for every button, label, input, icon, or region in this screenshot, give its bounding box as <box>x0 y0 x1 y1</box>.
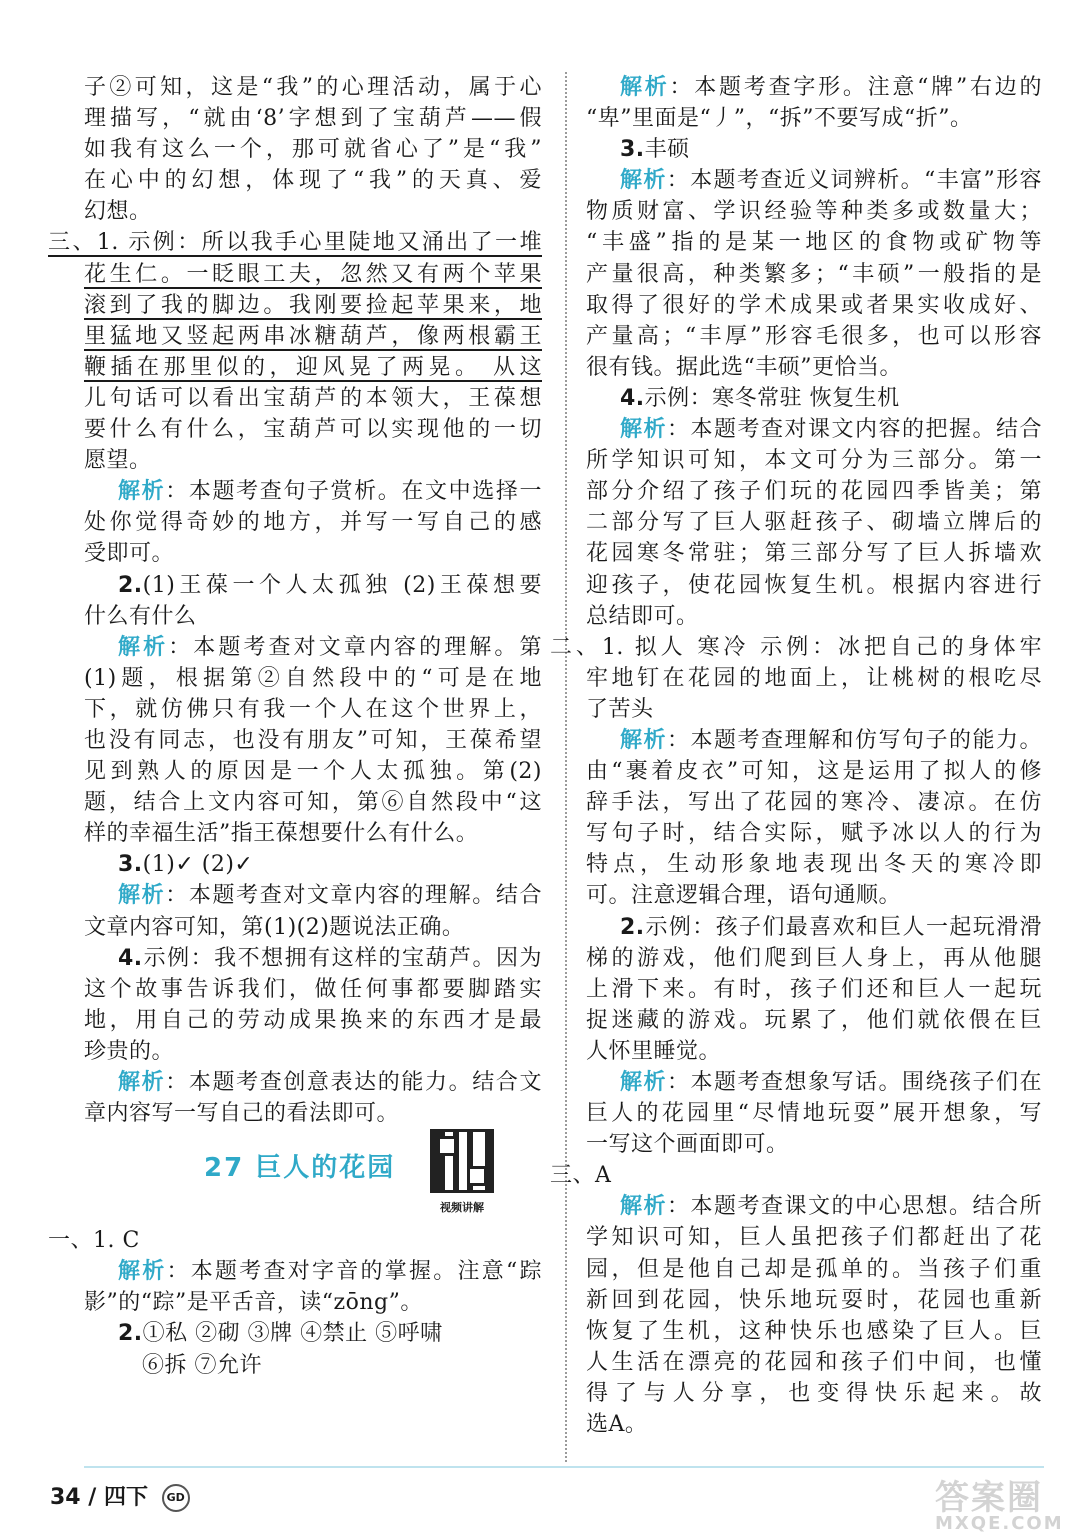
line-text: 由“裹着皮衣”可知，这是运用了拟人的修 <box>586 759 1042 785</box>
text-line <box>586 476 1042 507</box>
text-line <box>84 538 542 569</box>
line-text: 园，但是他自己却是孤单的。当孩子们重 <box>586 1256 1042 1282</box>
text-line <box>586 663 1042 694</box>
text-line <box>586 1098 1042 1129</box>
question-number: 3. <box>620 137 645 163</box>
line-text: 写句子时，结合实际，赋予冰以人的行为 <box>586 821 1042 847</box>
line-text: 可。注意逻辑合理，语句通顺。 <box>586 883 902 909</box>
line-text: 一、1. C <box>48 1228 140 1254</box>
line-text: 处你觉得奇妙的地方，并写一写自己的感 <box>84 510 542 536</box>
text-line <box>84 787 542 818</box>
left-column <box>48 72 542 1381</box>
line-text: 下，就仿佛只有我一个人在这个世界上， <box>84 696 542 722</box>
text-line <box>84 476 542 507</box>
question-number: 2. <box>620 914 645 940</box>
text-line <box>84 1005 542 1036</box>
line-text: 巨人的花园里“尽情地玩耍”展开想象，写 <box>586 1101 1042 1127</box>
question-number: 2. <box>118 572 143 598</box>
line-text: ：本题考查对文章内容的理解。结合 <box>165 883 542 909</box>
text-line <box>586 1254 1042 1285</box>
text-line <box>586 1005 1042 1036</box>
analysis-tag: 解析 <box>118 1259 167 1285</box>
line-text: 新回到花园，快乐地玩耍时，花园也重新 <box>586 1287 1042 1313</box>
line-text: ①私 ②砌 ③牌 ④禁止 ⑤呼啸 <box>142 1321 443 1347</box>
text-line <box>586 880 1042 911</box>
text-line <box>84 414 542 445</box>
line-text: 二部分写了巨人驱赶孩子、砌墙立牌后的 <box>586 510 1042 536</box>
text-line <box>84 601 542 632</box>
line-text: 章内容写一写自己的看法即可。 <box>84 1101 400 1127</box>
text-line <box>586 134 1042 165</box>
text-line <box>586 227 1042 258</box>
text-line <box>586 1285 1042 1316</box>
line-text: 在心中的幻想，体现了“我”的天真、爱 <box>84 168 542 194</box>
text-line <box>586 352 1042 383</box>
text-line <box>84 849 542 880</box>
line-text: 示例：我不想拥有这样的宝葫芦。因为 <box>142 945 542 971</box>
line-text: ⑥拆 ⑦允许 <box>142 1352 262 1378</box>
line-text: 特点，生动形象地表现出冬天的寒冷即 <box>586 852 1042 878</box>
line-text: 子②可知，这是“我”的心理活动，属于心 <box>84 75 542 100</box>
text-line <box>84 632 542 663</box>
line-text: 示例：寒冬常驻 恢复生机 <box>644 385 900 411</box>
line-text: 花生仁。一眨眼工夫，忽然又有两个苹果 <box>84 261 542 287</box>
line-text: ：本题考查对字音的掌握。注意“踪 <box>166 1259 542 1285</box>
qr-code-icon[interactable] <box>430 1129 494 1193</box>
line-text: 示例：孩子们最喜欢和巨人一起玩滑滑 <box>644 914 1042 940</box>
text-line <box>586 72 1042 103</box>
watermark <box>935 1470 1075 1534</box>
text-line <box>84 290 542 321</box>
text-line <box>586 259 1042 290</box>
text-line <box>84 880 542 911</box>
question-number: 3. <box>118 852 143 878</box>
text-line <box>586 1222 1042 1253</box>
text-line <box>586 103 1042 134</box>
text-line <box>84 818 542 849</box>
line-text: 总结即可。 <box>586 603 699 629</box>
line-text: 所学知识可知，本文可分为三部分。第一 <box>586 448 1042 474</box>
text-line <box>84 974 542 1005</box>
text-line <box>84 1256 542 1287</box>
line-text: 文章内容可知，第(1)(2)题说法正确。 <box>84 914 465 940</box>
question-number: 4. <box>118 945 143 971</box>
analysis-tag: 解析 <box>620 168 667 194</box>
text-line <box>586 943 1042 974</box>
page-number <box>50 1480 190 1512</box>
text-line <box>586 974 1042 1005</box>
right-column <box>550 72 1042 1440</box>
text-line <box>84 352 542 383</box>
text-line <box>586 1409 1042 1440</box>
text-line <box>586 538 1042 569</box>
line-text: 样的幸福生活”指王葆想要什么有什么。 <box>84 821 479 847</box>
line-text: 辞手法，写出了花园的寒冷、凄凉。在仿 <box>586 790 1042 816</box>
line-text: 受即可。 <box>84 541 175 567</box>
text-line <box>48 227 542 258</box>
analysis-tag: 解析 <box>620 1194 667 1220</box>
line-text: ：本题考查近义词辨析。“丰富”形容 <box>666 168 1042 194</box>
line-text: 幻想。 <box>84 199 152 225</box>
text-line <box>586 196 1042 227</box>
text-line <box>586 1347 1042 1378</box>
line-text: ：本题考查课文的中心思想。结合所 <box>667 1194 1042 1220</box>
line-text: 鞭插在那里似的，迎风晃了两晃。 从这 <box>84 354 542 380</box>
line-text: 愿望。 <box>84 448 152 474</box>
analysis-tag: 解析 <box>620 417 667 443</box>
line-text: 得了与人分享，也变得快乐起来。故 <box>586 1380 1042 1406</box>
line-text: 学知识可知，巨人虽把孩子们都赶出了花 <box>586 1225 1042 1251</box>
analysis-tag: 解析 <box>620 727 667 753</box>
text-line <box>550 1160 1042 1191</box>
text-line <box>586 1191 1042 1222</box>
text-line <box>84 663 542 694</box>
column-divider <box>565 72 567 1462</box>
page-number-text: 34 / 四下 <box>50 1485 148 1510</box>
line-text: 牢地钉在花园的地面上，让桃树的根吃尽 <box>586 665 1042 691</box>
text-line <box>586 756 1042 787</box>
text-line <box>48 1225 542 1256</box>
analysis-tag: 解析 <box>118 479 166 505</box>
line-text: 理描写，“就由‘8’字想到了宝葫芦——假 <box>84 106 542 132</box>
analysis-tag: 解析 <box>620 75 670 100</box>
line-text: “丰盛”指的是某一地区的食物或矿物等 <box>586 230 1042 256</box>
text-line <box>586 1067 1042 1098</box>
qr-label: 视频讲解 <box>440 1201 484 1215</box>
line-text: 梯的游戏，他们爬到巨人身上，再从他腿 <box>586 945 1042 971</box>
line-text: 捉迷藏的游戏。玩累了，他们就依偎在巨 <box>586 1007 1042 1033</box>
text-line <box>586 601 1042 632</box>
text-line <box>84 165 542 196</box>
section-header <box>84 1129 542 1225</box>
line-text: 花园寒冬常驻；第三部分写了巨人拆墙欢 <box>586 541 1042 567</box>
line-text: 地，用自己的劳动成果换来的东西才是最 <box>84 1007 542 1033</box>
line-text: ：本题考查对文章内容的理解。第 <box>168 634 542 660</box>
text-line <box>586 1316 1042 1347</box>
line-text: 一写这个画面即可。 <box>586 1132 789 1158</box>
text-line <box>586 725 1042 756</box>
text-line <box>84 1350 542 1381</box>
text-line <box>84 725 542 756</box>
text-line <box>84 259 542 290</box>
text-line <box>84 72 542 103</box>
line-text: 儿句话可以看出宝葫芦的本领大，王葆想 <box>84 385 542 411</box>
line-text: 如我有这么一个，那可就省心了”是“我” <box>84 137 542 163</box>
text-line <box>84 445 542 476</box>
line-text: ：本题考查理解和仿写句子的能力。 <box>667 727 1042 753</box>
line-text: 上滑下来。有时，孩子们还和巨人一起玩 <box>586 976 1042 1002</box>
line-text: 二、1. 拟人 寒冷 示例：冰把自己的身体牢 <box>550 634 1042 660</box>
watermark-line1: 答案圈 <box>935 1478 1043 1518</box>
line-text: 要什么有什么，宝葫芦可以实现他的一切 <box>84 417 542 443</box>
line-text: 了苦头 <box>586 696 654 722</box>
text-line <box>586 383 1042 414</box>
line-text: 三、1. 示例：所以我手心里陡地又涌出了一堆 <box>48 230 542 256</box>
line-text: 很有钱。据此选“丰硕”更恰当。 <box>586 354 902 380</box>
line-text: 什么有什么 <box>84 603 197 629</box>
text-line <box>84 196 542 227</box>
question-number: 4. <box>620 385 645 411</box>
line-text: 人生活在漂亮的花园和孩子们中间，也懂 <box>586 1349 1042 1375</box>
text-line <box>84 321 542 352</box>
section-title: 27 巨人的花园 <box>204 1153 396 1184</box>
analysis-tag: 解析 <box>620 1070 667 1095</box>
text-line <box>586 507 1042 538</box>
line-text: 丰硕 <box>644 137 690 163</box>
line-text: 物质财富、学识经验等种类多或数量大； <box>586 199 1042 225</box>
line-text: ：本题考查想象写话。围绕孩子们在 <box>667 1070 1042 1095</box>
line-text: 滚到了我的脚边。我刚要捡起苹果来，地 <box>84 292 542 318</box>
text-line <box>84 756 542 787</box>
text-line <box>84 383 542 414</box>
text-line <box>84 103 542 134</box>
text-line <box>84 1318 542 1349</box>
line-text: 迎孩子，使花园恢复生机。根据内容进行 <box>586 572 1042 598</box>
line-text: 这个故事告诉我们，做任何事都要脚踏实 <box>84 976 542 1002</box>
text-line <box>586 1129 1042 1160</box>
line-text: 影”的“踪”是平舌音，读“zōng”。 <box>84 1290 423 1316</box>
text-line <box>586 570 1042 601</box>
text-line <box>84 1067 542 1098</box>
text-line <box>586 445 1042 476</box>
watermark-line2: MXQE.COM <box>935 1513 1064 1534</box>
line-text: 产量高；“丰厚”形容毛很多，也可以形容 <box>586 323 1042 349</box>
question-number: 2. <box>118 1321 143 1347</box>
line-text: ：本题考查字形。注意“牌”右边的 <box>669 75 1042 100</box>
line-text: 见到熟人的原因是一个人太孤独。第(2) <box>84 759 542 785</box>
line-text: (1)题，根据第②自然段中的“可是在地 <box>84 665 542 691</box>
text-line <box>586 414 1042 445</box>
line-text: 三、A <box>550 1163 612 1189</box>
line-text: ：本题考查对课文内容的把握。结合 <box>667 417 1042 443</box>
line-text: ：本题考查创意表达的能力。结合文 <box>165 1070 542 1095</box>
line-text: 恢复了生机，这种快乐也感染了巨人。巨 <box>586 1318 1042 1344</box>
line-text: 人怀里睡觉。 <box>586 1038 722 1064</box>
text-line <box>586 321 1042 352</box>
line-text: 产量很高，种类繁多；“丰硕”一般指的是 <box>586 261 1042 287</box>
text-line <box>84 507 542 538</box>
analysis-tag: 解析 <box>118 883 166 909</box>
text-line <box>586 787 1042 818</box>
text-line <box>84 694 542 725</box>
line-text: ：本题考查句子赏析。在文中选择一 <box>165 479 542 505</box>
line-text: 题，结合上文内容可知，第⑥自然段中“这 <box>84 790 542 816</box>
text-line <box>586 849 1042 880</box>
text-line <box>84 570 542 601</box>
line-text: 取得了很好的学术成果或者果实收成好、 <box>586 292 1042 318</box>
text-line <box>84 1098 542 1129</box>
text-line <box>84 134 542 165</box>
line-text: (1)✓ (2)✓ <box>142 852 254 878</box>
analysis-tag: 解析 <box>118 1070 166 1095</box>
text-line <box>84 1036 542 1067</box>
footer-rule <box>84 1466 1044 1468</box>
edition-badge: GD <box>162 1484 190 1512</box>
text-line <box>586 1378 1042 1409</box>
text-line <box>586 290 1042 321</box>
line-text: 里猛地又竖起两串冰糖葫芦，像两根霸王 <box>84 323 542 349</box>
line-text: 也没有同志，也没有朋友”可知，王葆希望 <box>84 727 542 753</box>
text-line <box>586 1036 1042 1067</box>
text-line <box>586 165 1042 196</box>
text-line <box>586 818 1042 849</box>
line-text: 部分介绍了孩子们玩的花园四季皆美；第 <box>586 479 1042 505</box>
line-text: “卑”里面是“丿”，“拆”不要写成“折”。 <box>586 106 973 132</box>
line-text: 选A。 <box>586 1412 648 1438</box>
text-line <box>84 912 542 943</box>
text-line <box>84 943 542 974</box>
line-text: 珍贵的。 <box>84 1038 175 1064</box>
line-text: (1)王葆一个人太孤独 (2)王葆想要 <box>142 572 542 598</box>
text-line <box>84 1287 542 1318</box>
text-line <box>550 632 1042 663</box>
text-line <box>586 694 1042 725</box>
text-line <box>586 912 1042 943</box>
analysis-tag: 解析 <box>118 634 169 660</box>
